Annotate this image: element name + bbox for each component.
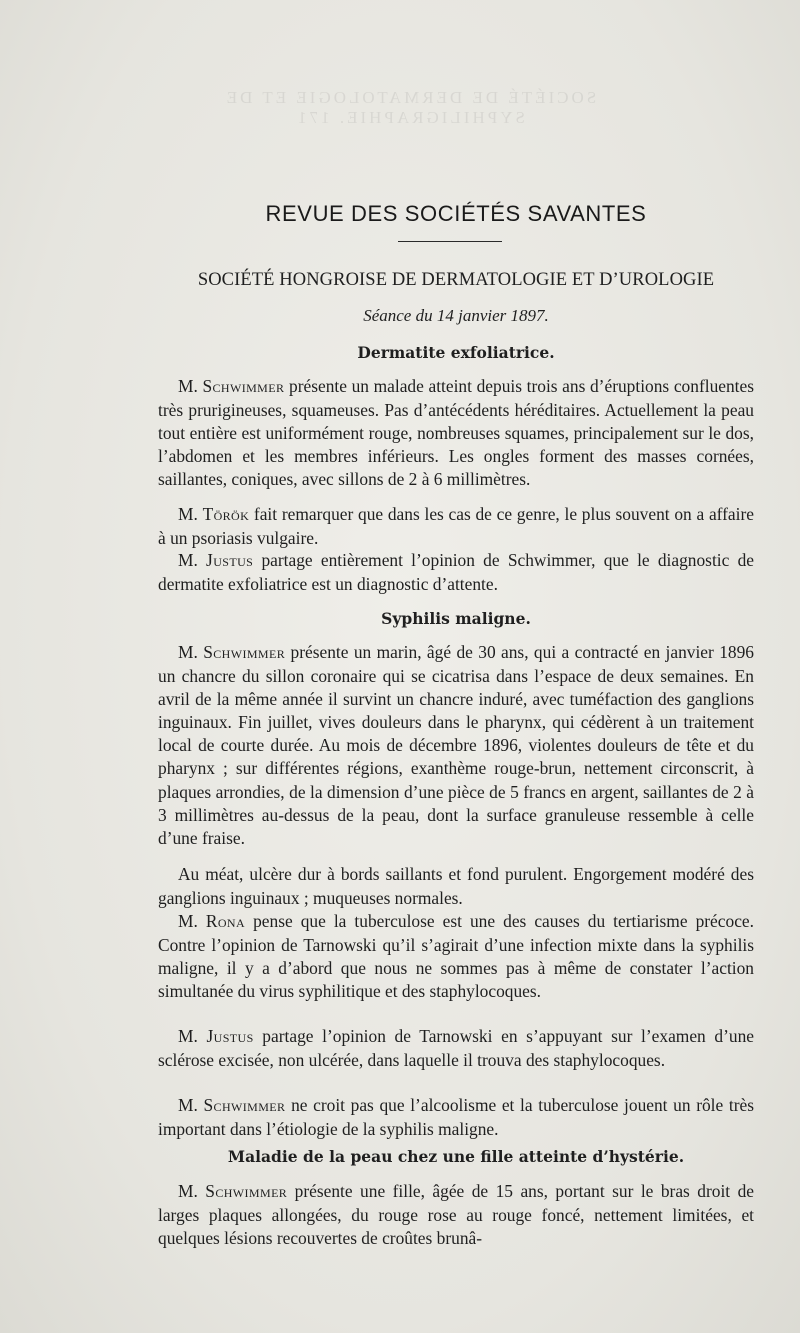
paragraph-5: Au méat, ulcère dur à bords saillants et fond purulent. Engorgement modéré des ganglions inguinaux ; muqueuses normales. [158,864,754,908]
session-date: Séance du 14 janvier 1897. [363,306,549,325]
page-title: REVUE DES SOCIÉTÉS SAVANTES [265,201,647,226]
person-name: Török [202,504,250,525]
paragraph-7: M. Justus partage l’opinion de Tarnowski en s’appuyant sur l’examen d’une sclérose excisée, non ulcérée, dans laquelle il trouva des staphylocoques. [158,1026,754,1070]
person-name: Schwimmer [202,376,285,397]
paragraph-3: M. Justus partage entièrement l’opinion de Schwimmer, que le diagnostic de dermatite exfoliatrice est un diagnostic d’attente. [158,550,754,594]
section-heading-dermatite: Dermatite exfoliatrice. [357,343,555,362]
paragraph-8: M. Schwimmer ne croit pas que l’alcoolisme et la tuberculose jouent un rôle très important dans l’étiologie de la syphilis maligne. [158,1095,754,1139]
society-name: SOCIÉTÉ HONGROISE DE DERMATOLOGIE ET D’UROLOGIE [197,270,715,290]
paragraph-9: M. Schwimmer présente une fille, âgée de 15 ans, portant sur le bras droit de larges plaques allongées, du rouge rose au rouge foncé, nettement limitées, et quelques lésions recouvertes de croûtes brunâ- [158,1181,754,1248]
person-name: Justus [206,550,254,571]
paragraph-1: M. Schwimmer présente un malade atteint depuis trois ans d’éruptions confluentes très prurigineuses, squameuses. Pas d’antécédents héréditaires. Actuellement la peau tout entière est uniformément rouge, nombreuses squames, principalement sur le dos, l’abdomen et les membres inférieurs. Les ongles forment des masses cornées, saillantes, coniques, avec sillons de 2 à 6 millimètres. [158,376,754,490]
person-name: Justus [206,1026,254,1047]
person-name: Schwimmer [203,1095,286,1116]
person-name: Rona [205,911,246,932]
title-divider [398,241,502,242]
section-heading-syphilis: Syphilis maligne. [381,609,531,628]
bleed-through-header: SOCIÉTÉ DE DERMATOLOGIE ET DE SYPHILIGRAPHIE. 171 [223,88,597,127]
paragraph-2: M. Török fait remarquer que dans les cas de ce genre, le plus souvent on a affaire à un psoriasis vulgaire. [158,504,754,548]
person-name: Schwimmer [205,1181,288,1202]
paragraph-4: M. Schwimmer présente un marin, âgé de 30 ans, qui a contracté en janvier 1896 un chancre du sillon coronaire qui se cicatrisa dans l’espace de deux semaines. En avril de la même année il survint un chancre induré, avec tuméfaction des ganglions inguinaux. Fin juillet, vives douleurs dans le pharynx, qui cédèrent à un traitement local de courte durée. Au mois de décembre 1896, violentes douleurs de tête et du pharynx ; sur différentes régions, exanthème rouge-brun, nettement circonscrit, à plaques arrondies, de la dimension d’une pièce de 5 francs en argent, saillantes de 2 à 3 millimètres au-dessus de la peau, dont la surface granuleuse ressemble à celle d’une fraise. [158,642,754,849]
person-name: Schwimmer [203,642,286,663]
section-heading-hysterie: Maladie de la peau chez une fille atteinte d’hystérie. [227,1147,685,1166]
paragraph-6: M. Rona pense que la tuberculose est une des causes du tertiarisme précoce. Contre l’opinion de Tarnowski qu’il s’agirait d’une infection mixte dans la syphilis maligne, il y a d’abord que nous ne sommes pas à même de constater l’action simultanée du virus syphilitique et des staphylocoques. [158,911,754,1001]
